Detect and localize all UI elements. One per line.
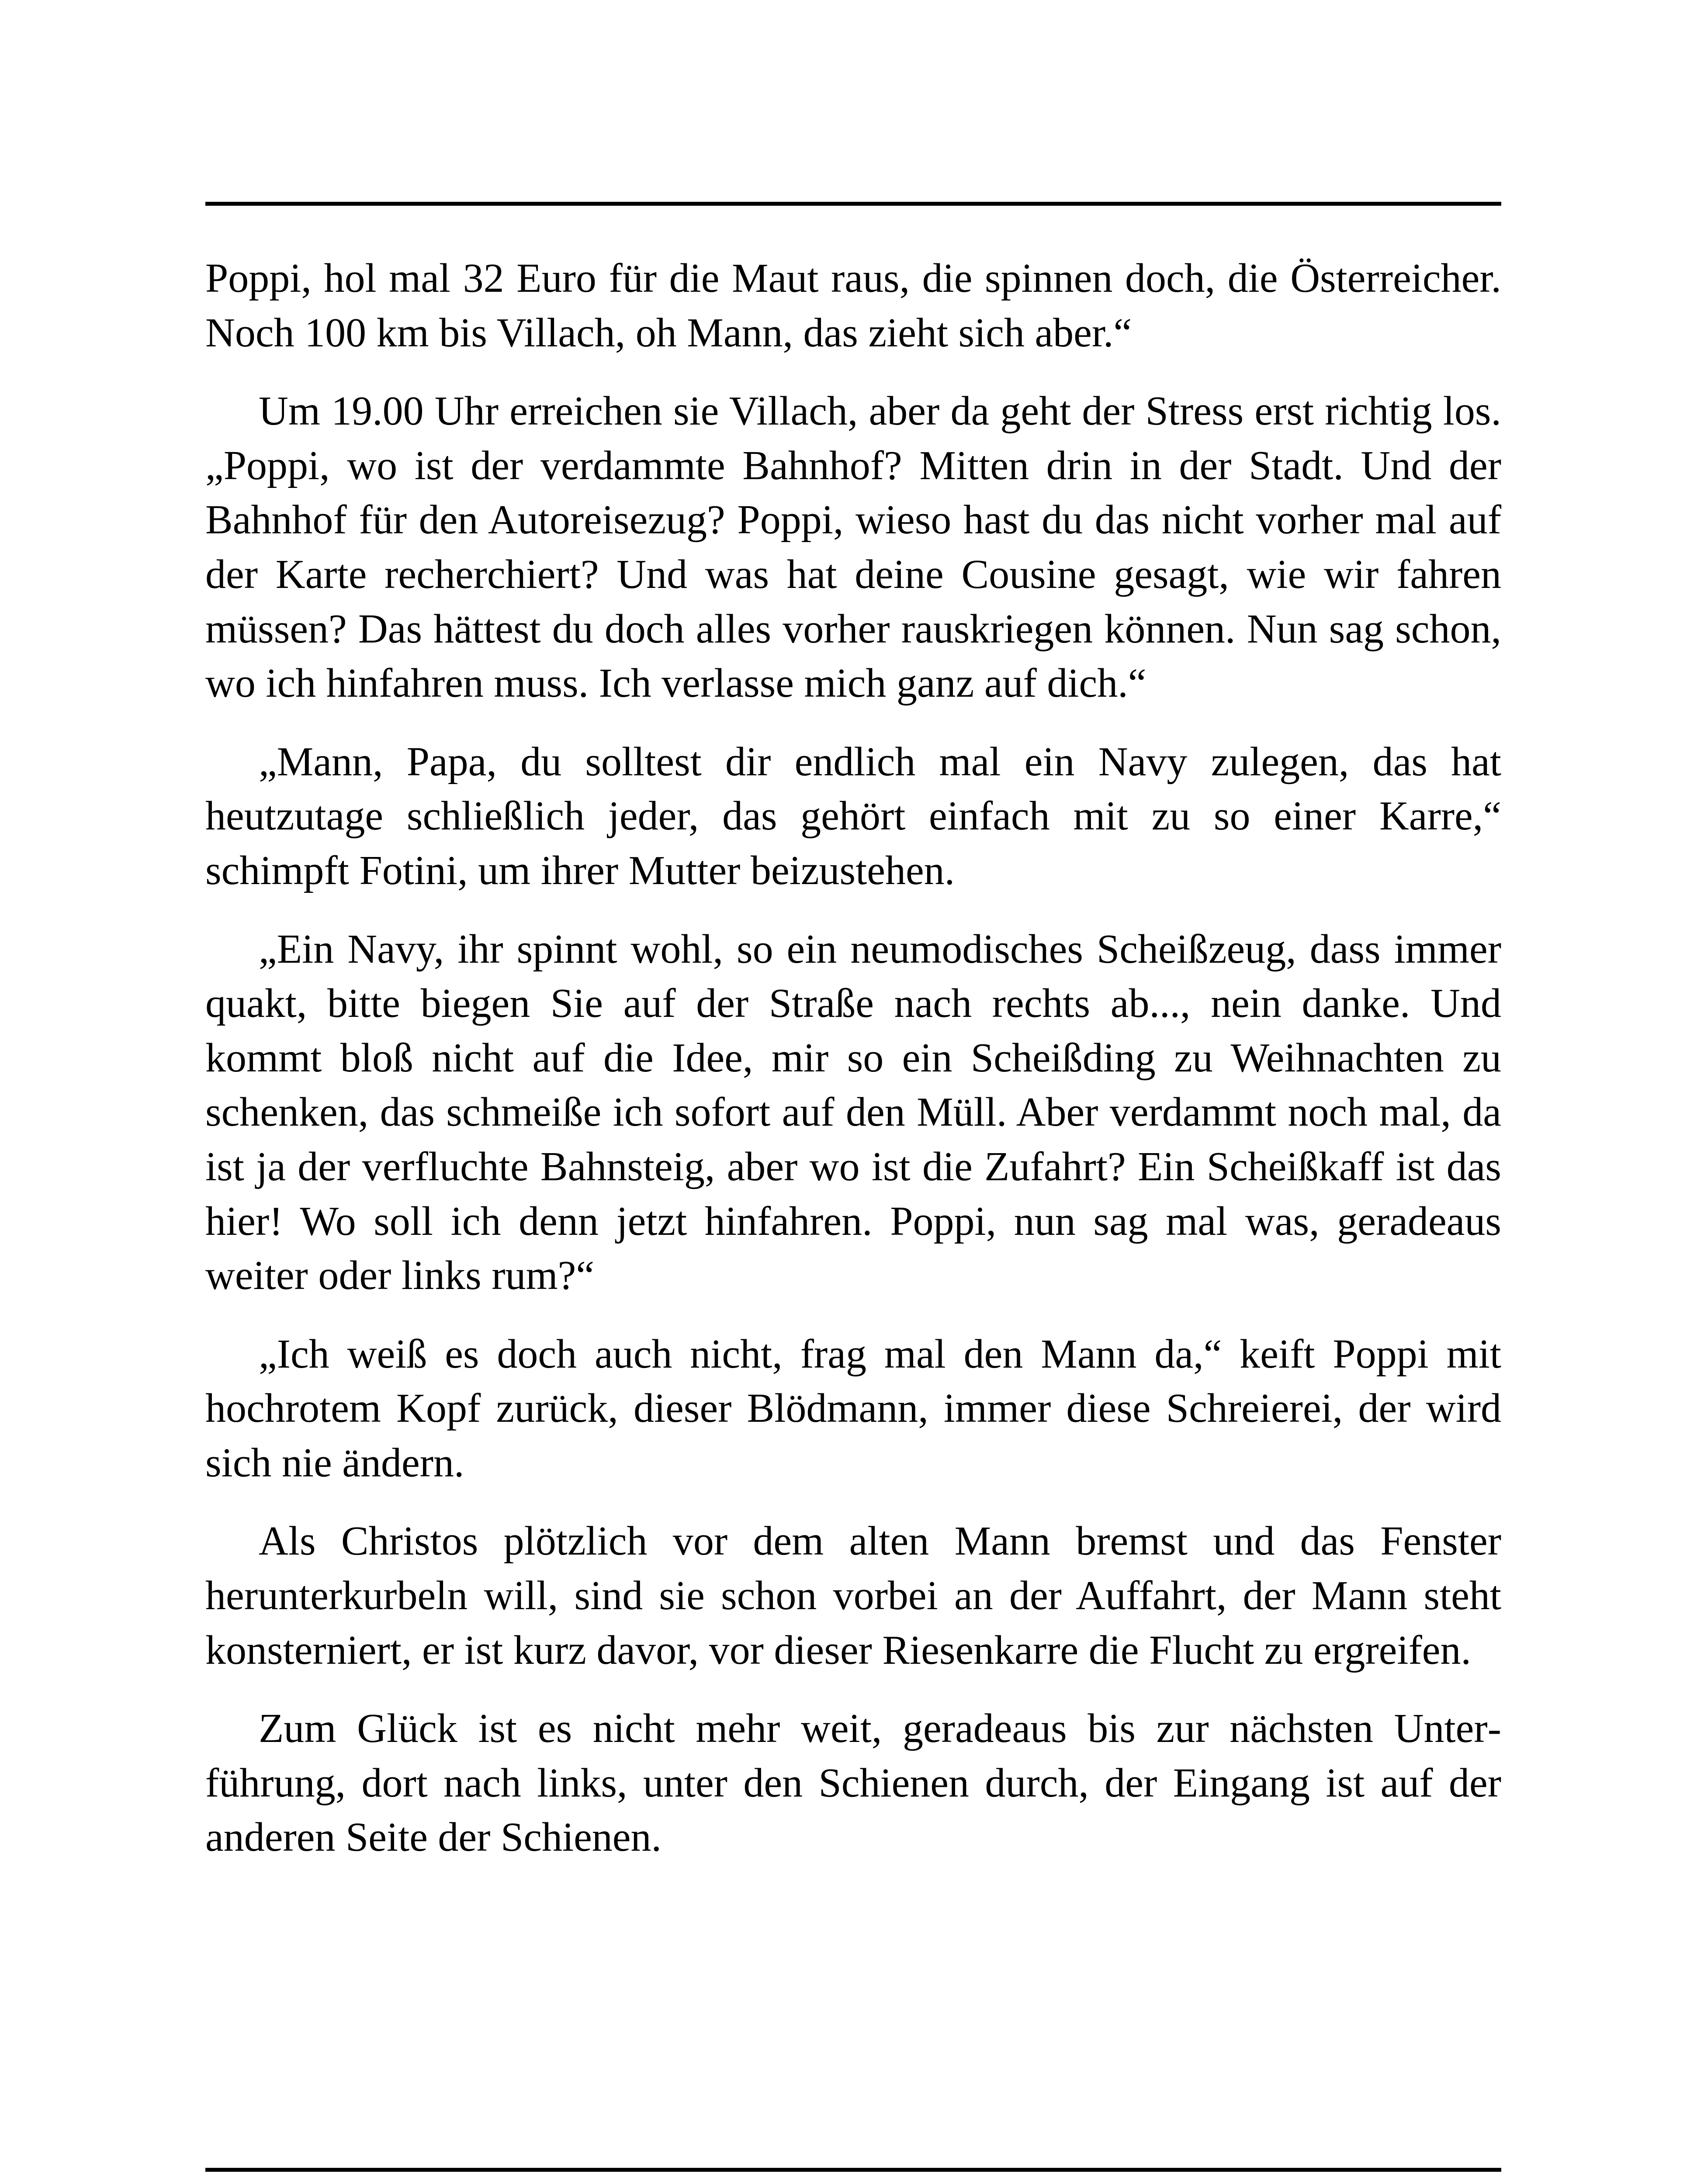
paragraph: Zum Glück ist es nicht mehr weit, geradeaus bis zur nächsten Unterführung, dort nach links, unter den Schienen durch, der Eingang ist auf der anderen Seite der Schienen. (205, 1706, 1501, 1860)
paragraph: „Ein Navy, ihr spinnt wohl, so ein neumodisches Scheißzeug, dass immer quakt, bitte biegen Sie auf der Straße nach rechts ab..., nein danke. Und kommt bloß nicht auf die Idee, mir so ein Scheißding zu Weihnachten zu schenken, das schmeiße ich sofort auf den Müll. Aber verdammt noch mal, da ist ja der verfluchte Bahnsteig, aber wo ist die Zufahrt? Ein Scheißkaff ist das hier! Wo soll ich denn jetzt hinfahren. Poppi, nun sag mal was, geradeaus weiter oder links rum?“ (205, 926, 1501, 1299)
paragraph: „Ich weiß es doch auch nicht, frag mal den Mann da,“ keift Poppi mit hochrotem Kopf zurück, dieser Blödmann, immer diese Schreierei, der wird sich nie ändern. (205, 1331, 1501, 1486)
paragraph: „Mann, Papa, du solltest dir endlich mal ein Navy zulegen, das hat heutzutage schließlich jeder, das gehört einfach mit zu so einer Karre,“ schimpft Fotini, um ihrer Mutter beizustehen. (205, 739, 1501, 893)
paragraph: Poppi, hol mal 32 Euro für die Maut raus, die spinnen doch, die Österreicher. Noch 100 km bis Villach, oh Mann, das zieht sich aber.“ (205, 256, 1501, 356)
paragraph: Um 19.00 Uhr erreichen sie Villach, aber da geht der Stress erst richtig los. „Poppi, wo ist der verdammte Bahnhof? Mitten drin in der Stadt. Und der Bahnhof für den Autoreisezug? Poppi, wieso hast du das nicht vorher mal auf der Karte recherchiert? Und was hat deine Cousine gesagt, wie wir fahren müssen? Das hättest du doch alles vorher rauskriegen können. Nun sag schon, wo ich hinfahren muss. Ich verlasse mich ganz auf dich.“ (205, 388, 1501, 706)
body-text (205, 251, 1501, 1889)
paragraph: Als Christos plötzlich vor dem alten Mann bremst und das Fenster herunterkurbeln will, sind sie schon vorbei an der Auffahrt, der Mann steht konsterniert, er ist kurz davor, vor dieser Riesenkarre die Flucht zu ergreifen. (205, 1518, 1501, 1673)
header-rule (205, 202, 1501, 206)
footer-rule (205, 2168, 1501, 2172)
